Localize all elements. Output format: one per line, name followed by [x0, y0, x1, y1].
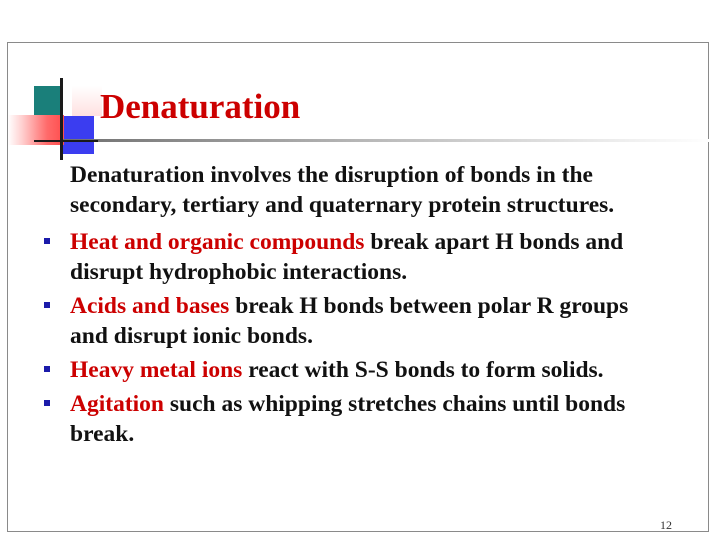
bullet-item	[70, 355, 640, 385]
bullet-text: break apart H bonds and disrupt hydrophobic interactions.	[70, 229, 624, 285]
bullet-item	[70, 291, 640, 351]
bullet-item	[70, 227, 640, 287]
bullet-list	[70, 227, 640, 449]
bullet-highlight: Acids and bases	[70, 293, 230, 319]
intro-paragraph: Denaturation involves the disruption of bonds in the secondary, tertiary and quaternary protein structures.	[70, 162, 615, 218]
square-bullet-icon	[44, 400, 50, 406]
slide-body	[70, 160, 640, 453]
square-bullet-icon	[44, 366, 50, 372]
bullet-text: break H bonds between polar R groups and disrupt ionic bonds.	[70, 293, 629, 349]
decor-vertical-line	[60, 78, 63, 160]
title-underline	[60, 139, 710, 142]
bullet-highlight: Agitation	[70, 391, 164, 417]
bullet-text: such as whipping stretches chains until bonds break.	[70, 391, 626, 447]
square-bullet-icon	[44, 302, 50, 308]
bullet-highlight: Heavy metal ions	[70, 357, 243, 383]
slide-number: 12	[660, 518, 672, 532]
decor-pink-square	[72, 86, 102, 116]
decor-horizontal-line	[34, 140, 98, 142]
decor-blue-square	[62, 116, 94, 154]
bullet-text: react with S-S bonds to form solids.	[242, 357, 604, 383]
square-bullet-icon	[44, 238, 50, 244]
slide-title: Denaturation	[100, 87, 301, 126]
bullet-item	[70, 389, 640, 449]
bullet-highlight: Heat and organic compounds	[70, 229, 365, 255]
